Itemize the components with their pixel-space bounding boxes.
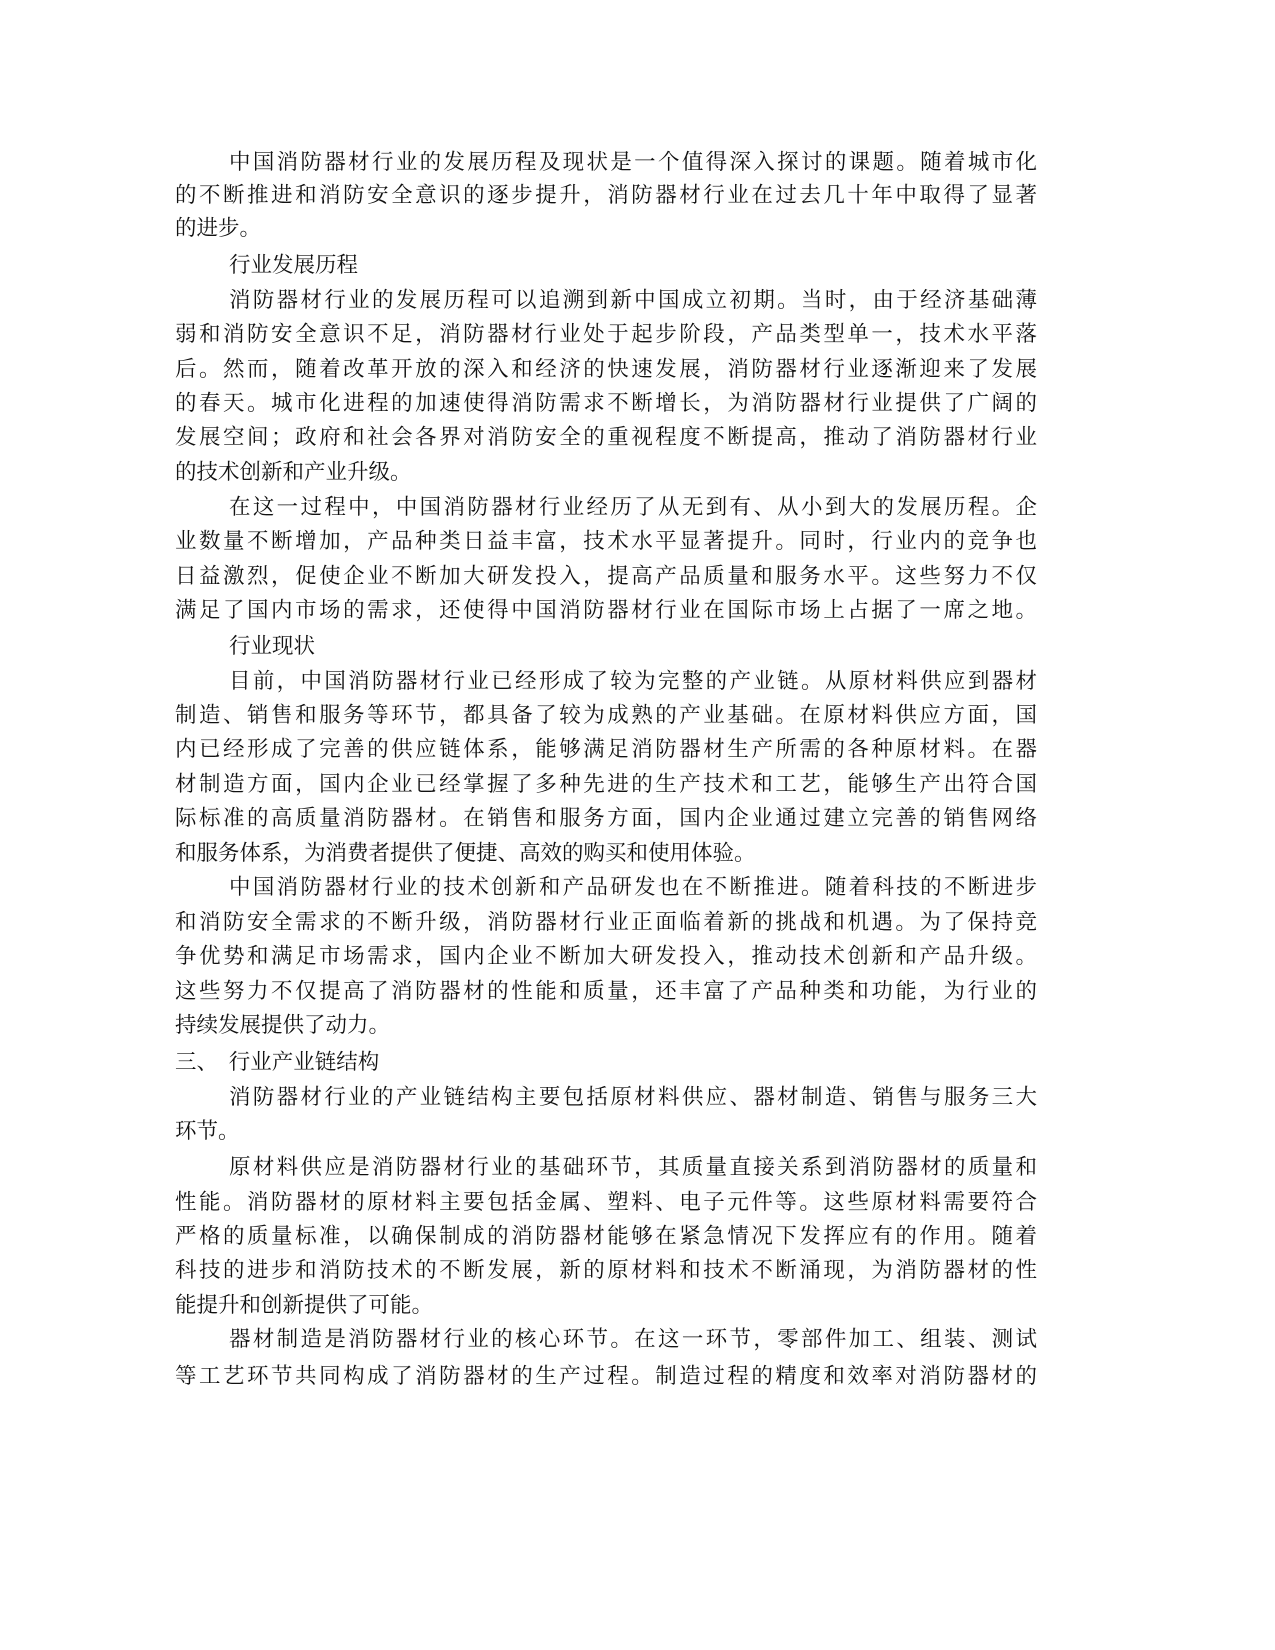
- paragraph-5-line-3: 内已经形成了完善的供应链体系，能够满足消防器材生产所需的各种原材料。在器: [175, 737, 1037, 762]
- paragraph-10-line-2: 等工艺环节共同构成了消防器材的生产过程。制造过程的精度和效率对消防器材的: [175, 1364, 1037, 1389]
- paragraph-3-line-2: 业数量不断增加，产品种类日益丰富，技术水平显著提升。同时，行业内的竞争也: [175, 529, 1037, 554]
- paragraph-5-line-1: 目前，中国消防器材行业已经形成了较为完整的产业链。从原材料供应到器材: [229, 669, 1037, 694]
- paragraph-1-line-2: 的不断推进和消防安全意识的逐步提升，消防器材行业在过去几十年中取得了显著: [175, 183, 1037, 208]
- paragraph-2-line-2: 弱和消防安全意识不足，消防器材行业处于起步阶段，产品类型单一，技术水平落: [175, 322, 1037, 347]
- paragraph-9-line-2: 性能。消防器材的原材料主要包括金属、塑料、电子元件等。这些原材料需要符合: [175, 1190, 1037, 1215]
- paragraph-3-line-3: 日益激烈，促使企业不断加大研发投入，提高产品质量和服务水平。这些努力不仅: [175, 564, 1037, 589]
- subheading-current-status: 行业现状: [229, 634, 316, 659]
- paragraph-9-line-5: 能提升和创新提供了可能。: [175, 1293, 434, 1318]
- paragraph-1-line-3: 的进步。: [175, 216, 262, 241]
- paragraph-5-line-5: 际标准的高质量消防器材。在销售和服务方面，国内企业通过建立完善的销售网络: [175, 806, 1037, 831]
- paragraph-6-line-2: 和消防安全需求的不断升级，消防器材行业正面临着新的挑战和机遇。为了保持竞: [175, 910, 1037, 935]
- paragraph-2-line-3: 后。然而，随着改革开放的深入和经济的快速发展，消防器材行业逐渐迎来了发展: [175, 357, 1037, 382]
- paragraph-9-line-1: 原材料供应是消防器材行业的基础环节，其质量直接关系到消防器材的质量和: [229, 1155, 1037, 1180]
- paragraph-9-line-3: 严格的质量标准，以确保制成的消防器材能够在紧急情况下发挥应有的作用。随着: [175, 1224, 1037, 1249]
- paragraph-6-line-5: 持续发展提供了动力。: [175, 1013, 391, 1038]
- paragraph-2-line-4: 的春天。城市化进程的加速使得消防需求不断增长，为消防器材行业提供了广阔的: [175, 391, 1037, 416]
- subheading-development-history: 行业发展历程: [229, 253, 359, 278]
- paragraph-10-line-1: 器材制造是消防器材行业的核心环节。在这一环节，零部件加工、组装、测试: [229, 1327, 1037, 1352]
- paragraph-2-line-6: 的技术创新和产业升级。: [175, 460, 412, 485]
- paragraph-6-line-3: 争优势和满足市场需求，国内企业不断加大研发投入，推动技术创新和产品升级。: [175, 944, 1037, 969]
- paragraph-3-line-1: 在这一过程中，中国消防器材行业经历了从无到有、从小到大的发展历程。企: [229, 495, 1037, 520]
- paragraph-5-line-2: 制造、销售和服务等环节，都具备了较为成熟的产业基础。在原材料供应方面，国: [175, 703, 1037, 728]
- paragraph-5-line-6: 和服务体系，为消费者提供了便捷、高效的购买和使用体验。: [175, 841, 756, 866]
- paragraph-2-line-5: 发展空间；政府和社会各界对消防安全的重视程度不断提高，推动了消防器材行业: [175, 425, 1037, 450]
- paragraph-5-line-4: 材制造方面，国内企业已经掌握了多种先进的生产技术和工艺，能够生产出符合国: [175, 772, 1037, 797]
- paragraph-6-line-1: 中国消防器材行业的技术创新和产品研发也在不断推进。随着科技的不断进步: [229, 875, 1037, 900]
- paragraph-8-line-2: 环节。: [175, 1119, 240, 1144]
- section-heading-industry-chain: 三、 行业产业链结构: [175, 1050, 380, 1075]
- paragraph-6-line-4: 这些努力不仅提高了消防器材的性能和质量，还丰富了产品种类和功能，为行业的: [175, 979, 1037, 1004]
- paragraph-9-line-4: 科技的进步和消防技术的不断发展，新的原材料和技术不断涌现，为消防器材的性: [175, 1258, 1037, 1283]
- paragraph-1-line-1: 中国消防器材行业的发展历程及现状是一个值得深入探讨的课题。随着城市化: [229, 150, 1037, 175]
- paragraph-2-line-1: 消防器材行业的发展历程可以追溯到新中国成立初期。当时，由于经济基础薄: [229, 288, 1037, 313]
- paragraph-3-line-4: 满足了国内市场的需求，还使得中国消防器材行业在国际市场上占据了一席之地。: [175, 598, 1037, 623]
- paragraph-8-line-1: 消防器材行业的产业链结构主要包括原材料供应、器材制造、销售与服务三大: [229, 1085, 1037, 1110]
